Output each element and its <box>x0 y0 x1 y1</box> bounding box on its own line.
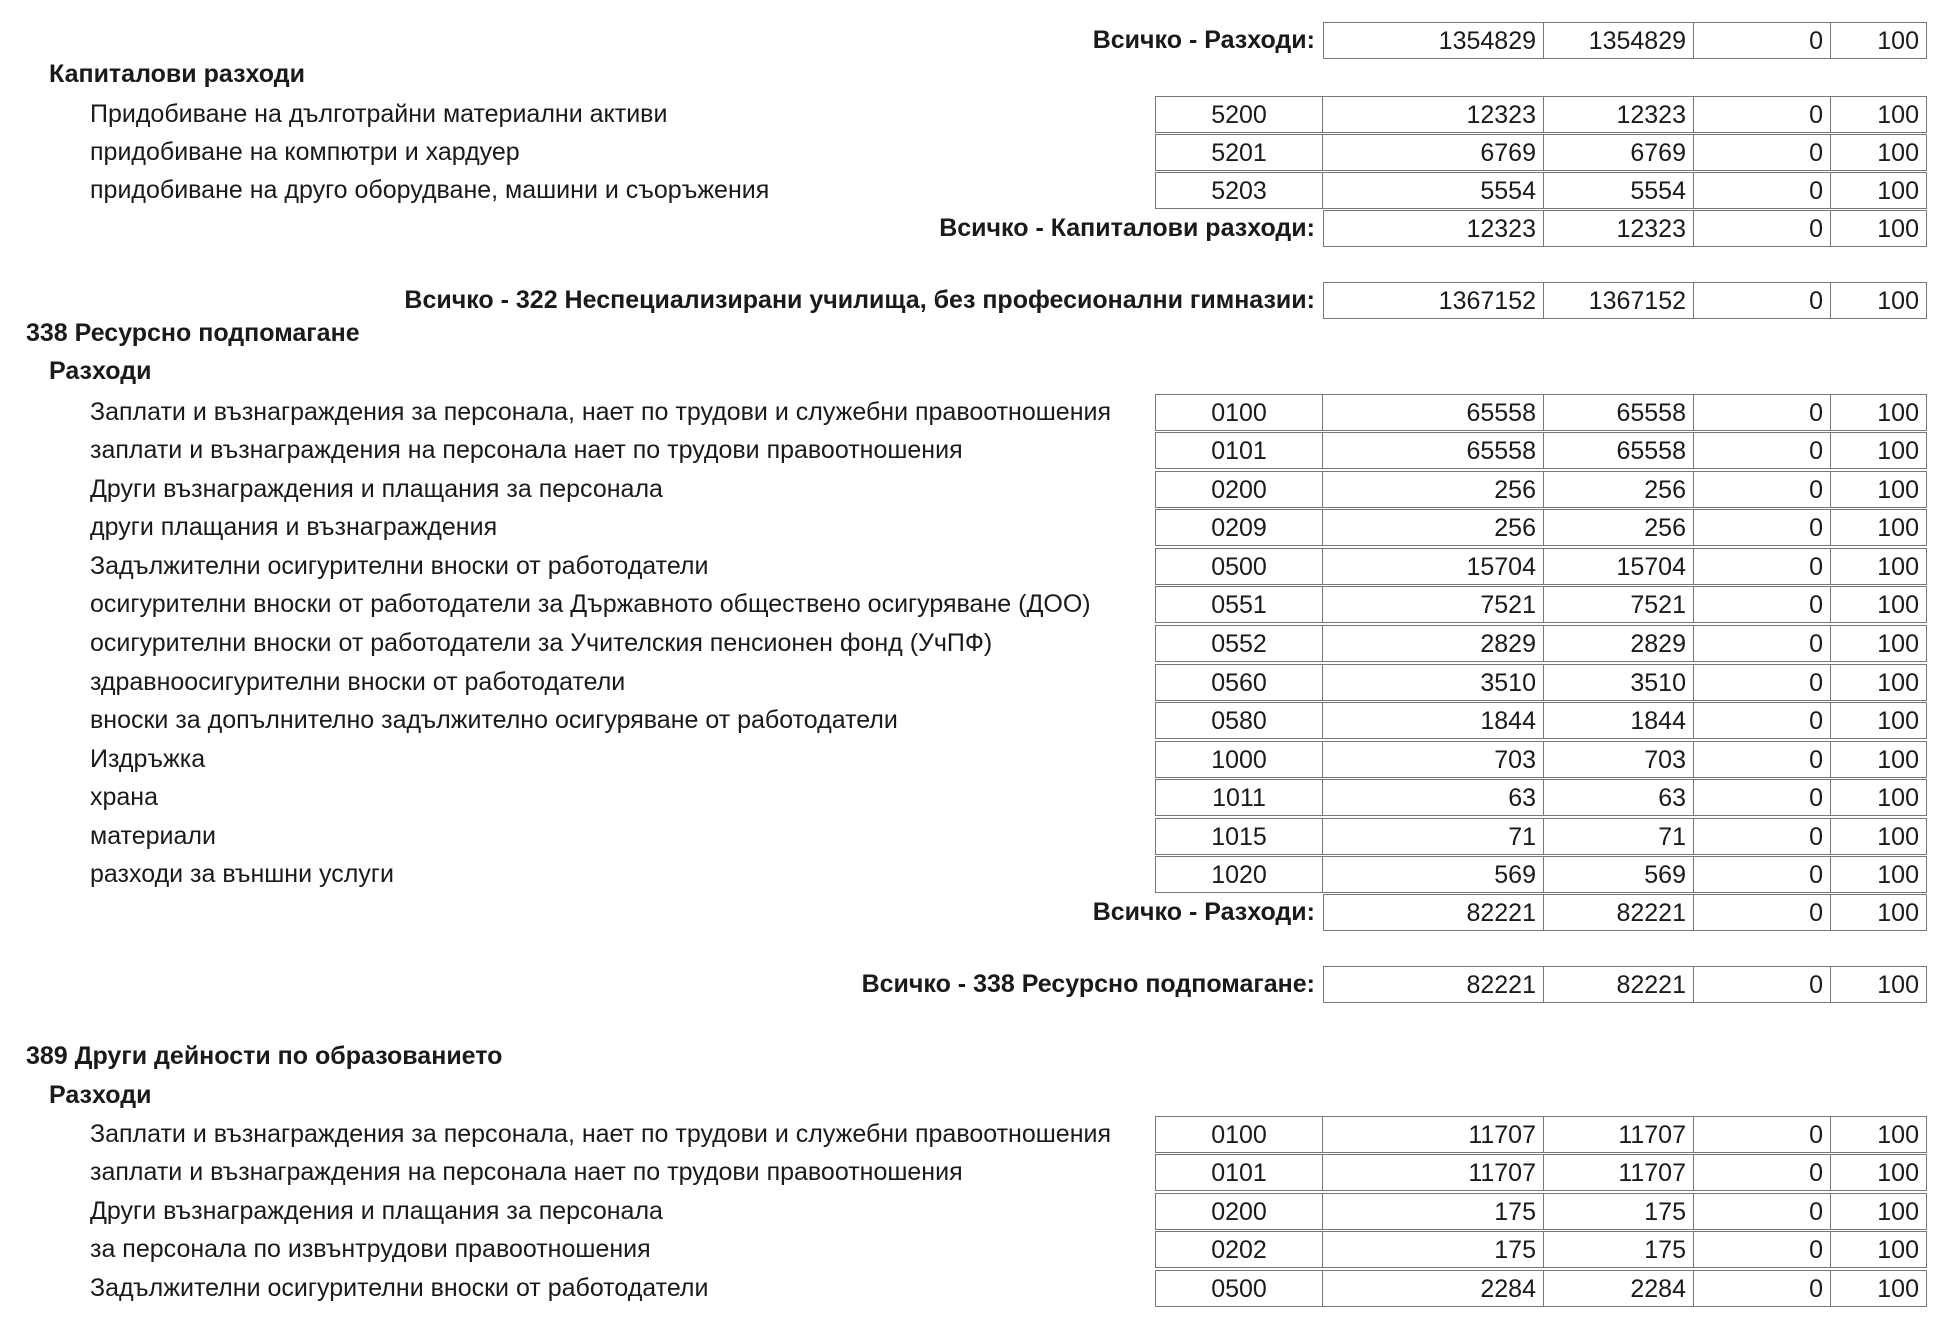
amount-cell: 256 <box>1323 509 1544 546</box>
percent-cell: 100 <box>1831 625 1927 662</box>
table-row <box>0 702 1957 740</box>
amount-cell: 2829 <box>1323 625 1544 662</box>
amount-cell-2: 82221 <box>1544 894 1694 931</box>
difference-cell: 0 <box>1694 548 1831 585</box>
item-label: храна <box>90 783 159 811</box>
amount-cell: 1367152 <box>1323 282 1544 319</box>
difference-cell: 0 <box>1694 394 1831 431</box>
amount-cell-2: 71 <box>1544 818 1694 855</box>
amount-cell-2: 1844 <box>1544 702 1694 739</box>
item-label: разходи за външни услуги <box>90 860 394 888</box>
table-row <box>0 741 1957 779</box>
percent-cell: 100 <box>1831 856 1927 893</box>
percent-cell: 100 <box>1831 172 1927 209</box>
percent-cell: 100 <box>1831 1116 1927 1153</box>
table-row <box>0 471 1957 509</box>
amount-cell-2: 15704 <box>1544 548 1694 585</box>
percent-cell: 100 <box>1831 664 1927 701</box>
amount-cell: 82221 <box>1323 966 1544 1003</box>
amount-cell: 12323 <box>1323 96 1544 133</box>
total-label: Всичко - 322 Неспециализирани училища, без професионални гимназии: <box>404 286 1315 314</box>
group-heading: Разходи <box>49 357 152 385</box>
difference-cell: 0 <box>1694 1116 1831 1153</box>
amount-cell-2: 7521 <box>1544 586 1694 623</box>
percent-cell: 100 <box>1831 779 1927 816</box>
amount-cell: 1844 <box>1323 702 1544 739</box>
item-label: Задължителни осигурителни вноски от работодатели <box>90 552 709 580</box>
item-label: здравноосигурителни вноски от работодатели <box>90 668 626 696</box>
table-row <box>0 818 1957 856</box>
amount-cell-2: 703 <box>1544 741 1694 778</box>
item-label: заплати и възнаграждения на персонала нает по трудови правоотношения <box>90 1158 963 1186</box>
amount-cell: 3510 <box>1323 664 1544 701</box>
difference-cell: 0 <box>1694 210 1831 247</box>
percent-cell: 100 <box>1831 1154 1927 1191</box>
table-row <box>0 856 1957 894</box>
section-heading: 338 Ресурсно подпомагане <box>26 319 360 347</box>
amount-cell-2: 11707 <box>1544 1154 1694 1191</box>
percent-cell: 100 <box>1831 282 1927 319</box>
difference-cell: 0 <box>1694 894 1831 931</box>
amount-cell: 7521 <box>1323 586 1544 623</box>
table-row <box>0 586 1957 624</box>
group-heading: Капиталови разходи <box>49 60 305 88</box>
table-row <box>0 625 1957 663</box>
table-row <box>0 779 1957 817</box>
percent-cell: 100 <box>1831 210 1927 247</box>
amount-cell: 175 <box>1323 1231 1544 1268</box>
amount-cell: 11707 <box>1323 1154 1544 1191</box>
item-label: Придобиване на дълготрайни материални активи <box>90 100 668 128</box>
amount-cell: 15704 <box>1323 548 1544 585</box>
percent-cell: 100 <box>1831 586 1927 623</box>
amount-cell-2: 2284 <box>1544 1270 1694 1307</box>
difference-cell: 0 <box>1694 1154 1831 1191</box>
table-row <box>0 432 1957 470</box>
table-row <box>0 96 1957 134</box>
code-cell: 0580 <box>1155 702 1323 739</box>
code-cell: 0100 <box>1155 1116 1323 1153</box>
item-label: Други възнаграждения и плащания за персонала <box>90 475 663 503</box>
item-label: материали <box>90 822 216 850</box>
amount-cell: 569 <box>1323 856 1544 893</box>
total-label: Всичко - 338 Ресурсно подпомагане: <box>861 970 1315 998</box>
total-label: Всичко - Разходи: <box>1092 26 1315 54</box>
total-row <box>0 22 1957 60</box>
percent-cell: 100 <box>1831 741 1927 778</box>
item-label: Заплати и възнаграждения за персонала, нает по трудови и служебни правоотношения <box>90 398 1112 426</box>
amount-cell-2: 175 <box>1544 1193 1694 1230</box>
code-cell: 0500 <box>1155 1270 1323 1307</box>
amount-cell: 1354829 <box>1323 22 1544 59</box>
code-cell: 5203 <box>1155 172 1323 209</box>
difference-cell: 0 <box>1694 741 1831 778</box>
total-row <box>0 894 1957 932</box>
total-label: Всичко - Капиталови разходи: <box>939 214 1315 242</box>
item-label: придобиване на друго оборудване, машини и съоръжения <box>90 176 770 204</box>
item-label: заплати и възнаграждения на персонала нает по трудови правоотношения <box>90 436 963 464</box>
item-label: за персонала по извънтрудови правоотношения <box>90 1235 651 1263</box>
amount-cell: 2284 <box>1323 1270 1544 1307</box>
section-heading: 389 Други дейности по образованието <box>26 1042 503 1070</box>
percent-cell: 100 <box>1831 432 1927 469</box>
amount-cell: 82221 <box>1323 894 1544 931</box>
table-row <box>0 394 1957 432</box>
difference-cell: 0 <box>1694 471 1831 508</box>
item-label: Задължителни осигурителни вноски от работодатели <box>90 1274 709 1302</box>
difference-cell: 0 <box>1694 818 1831 855</box>
amount-cell: 65558 <box>1323 394 1544 431</box>
percent-cell: 100 <box>1831 548 1927 585</box>
code-cell: 0101 <box>1155 1154 1323 1191</box>
percent-cell: 100 <box>1831 818 1927 855</box>
amount-cell-2: 3510 <box>1544 664 1694 701</box>
code-cell: 1020 <box>1155 856 1323 893</box>
code-cell: 0100 <box>1155 394 1323 431</box>
item-label: други плащания и възнаграждения <box>90 513 498 541</box>
code-cell: 5200 <box>1155 96 1323 133</box>
amount-cell-2: 6769 <box>1544 134 1694 171</box>
amount-cell-2: 12323 <box>1544 96 1694 133</box>
difference-cell: 0 <box>1694 1193 1831 1230</box>
percent-cell: 100 <box>1831 134 1927 171</box>
item-label: Други възнаграждения и плащания за персонала <box>90 1197 663 1225</box>
percent-cell: 100 <box>1831 22 1927 59</box>
amount-cell-2: 2829 <box>1544 625 1694 662</box>
code-cell: 5201 <box>1155 134 1323 171</box>
code-cell: 0200 <box>1155 471 1323 508</box>
percent-cell: 100 <box>1831 509 1927 546</box>
difference-cell: 0 <box>1694 779 1831 816</box>
item-label: осигурителни вноски от работодатели за Държавното обществено осигуряване (ДОО) <box>90 590 1091 618</box>
difference-cell: 0 <box>1694 172 1831 209</box>
amount-cell-2: 5554 <box>1544 172 1694 209</box>
code-cell: 1011 <box>1155 779 1323 816</box>
difference-cell: 0 <box>1694 1231 1831 1268</box>
difference-cell: 0 <box>1694 1270 1831 1307</box>
difference-cell: 0 <box>1694 134 1831 171</box>
table-row <box>0 1270 1957 1308</box>
difference-cell: 0 <box>1694 586 1831 623</box>
amount-cell-2: 65558 <box>1544 394 1694 431</box>
amount-cell: 175 <box>1323 1193 1544 1230</box>
percent-cell: 100 <box>1831 96 1927 133</box>
difference-cell: 0 <box>1694 856 1831 893</box>
percent-cell: 100 <box>1831 1270 1927 1307</box>
group-heading: Разходи <box>49 1081 152 1109</box>
item-label: осигурителни вноски от работодатели за Учителския пенсионен фонд (УчПФ) <box>90 629 993 657</box>
code-cell: 0500 <box>1155 548 1323 585</box>
percent-cell: 100 <box>1831 394 1927 431</box>
total-row <box>0 210 1957 248</box>
amount-cell: 6769 <box>1323 134 1544 171</box>
code-cell: 0552 <box>1155 625 1323 662</box>
item-label: Заплати и възнаграждения за персонала, нает по трудови и служебни правоотношения <box>90 1120 1112 1148</box>
amount-cell-2: 1354829 <box>1544 22 1694 59</box>
code-cell: 0551 <box>1155 586 1323 623</box>
table-row <box>0 664 1957 702</box>
percent-cell: 100 <box>1831 702 1927 739</box>
table-row <box>0 172 1957 210</box>
amount-cell-2: 12323 <box>1544 210 1694 247</box>
difference-cell: 0 <box>1694 509 1831 546</box>
amount-cell-2: 256 <box>1544 471 1694 508</box>
percent-cell: 100 <box>1831 471 1927 508</box>
difference-cell: 0 <box>1694 664 1831 701</box>
amount-cell: 703 <box>1323 741 1544 778</box>
table-row <box>0 1231 1957 1269</box>
code-cell: 1015 <box>1155 818 1323 855</box>
percent-cell: 100 <box>1831 966 1927 1003</box>
item-label: вноски за допълнително задължително осигуряване от работодатели <box>90 706 898 734</box>
amount-cell: 256 <box>1323 471 1544 508</box>
total-row <box>0 966 1957 1004</box>
amount-cell: 11707 <box>1323 1116 1544 1153</box>
amount-cell-2: 256 <box>1544 509 1694 546</box>
code-cell: 0200 <box>1155 1193 1323 1230</box>
amount-cell-2: 175 <box>1544 1231 1694 1268</box>
difference-cell: 0 <box>1694 22 1831 59</box>
code-cell: 0101 <box>1155 432 1323 469</box>
total-label: Всичко - Разходи: <box>1092 898 1315 926</box>
table-row <box>0 1116 1957 1154</box>
amount-cell: 71 <box>1323 818 1544 855</box>
table-row <box>0 1193 1957 1231</box>
table-row <box>0 134 1957 172</box>
amount-cell-2: 63 <box>1544 779 1694 816</box>
difference-cell: 0 <box>1694 702 1831 739</box>
percent-cell: 100 <box>1831 894 1927 931</box>
amount-cell: 12323 <box>1323 210 1544 247</box>
amount-cell-2: 82221 <box>1544 966 1694 1003</box>
amount-cell-2: 65558 <box>1544 432 1694 469</box>
code-cell: 1000 <box>1155 741 1323 778</box>
item-label: придобиване на компютри и хардуер <box>90 138 520 166</box>
difference-cell: 0 <box>1694 282 1831 319</box>
percent-cell: 100 <box>1831 1231 1927 1268</box>
table-row <box>0 1154 1957 1192</box>
difference-cell: 0 <box>1694 432 1831 469</box>
amount-cell: 65558 <box>1323 432 1544 469</box>
code-cell: 0202 <box>1155 1231 1323 1268</box>
code-cell: 0560 <box>1155 664 1323 701</box>
amount-cell-2: 1367152 <box>1544 282 1694 319</box>
amount-cell: 63 <box>1323 779 1544 816</box>
table-row <box>0 548 1957 586</box>
item-label: Издръжка <box>90 745 206 773</box>
difference-cell: 0 <box>1694 96 1831 133</box>
amount-cell: 5554 <box>1323 172 1544 209</box>
code-cell: 0209 <box>1155 509 1323 546</box>
difference-cell: 0 <box>1694 966 1831 1003</box>
table-row <box>0 509 1957 547</box>
percent-cell: 100 <box>1831 1193 1927 1230</box>
difference-cell: 0 <box>1694 625 1831 662</box>
amount-cell-2: 11707 <box>1544 1116 1694 1153</box>
amount-cell-2: 569 <box>1544 856 1694 893</box>
